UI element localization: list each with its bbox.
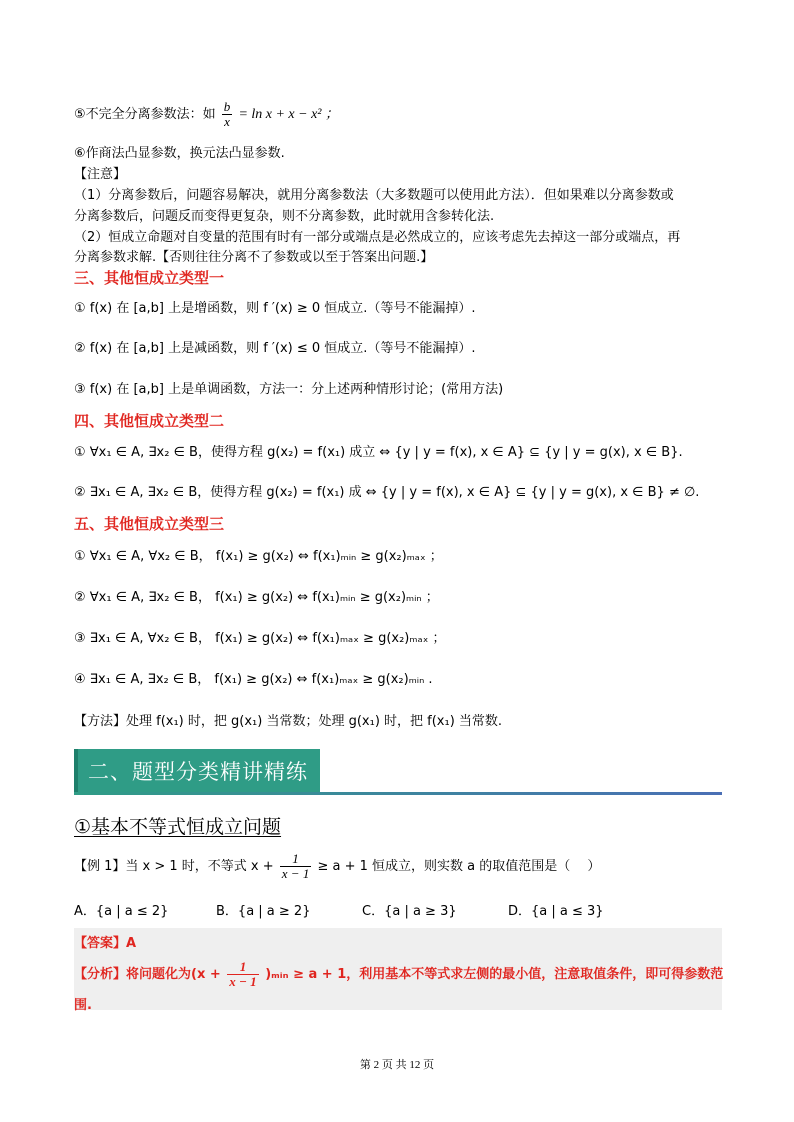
analysis-line-1 (74, 960, 723, 989)
option-c: C．{a | a ≥ 3} (362, 904, 457, 919)
note-1b: 分离参数后，问题反而变得更复杂，则不分离参数，此时就用含参转化法. (74, 209, 495, 224)
section-3-item-1: ① f(x) 在 [a,b] 上是增函数，则 f ′(x) ≥ 0 恒成立.（等号不能漏掉）. (74, 301, 476, 316)
option-d: D．{a | a ≤ 3} (508, 904, 604, 919)
example-question-part-b: ≥ a + 1 恒成立，则实数 a 的取值范围是（ ） (317, 859, 601, 874)
section-5-item-2: ② ∀x₁ ∈ A, ∃x₂ ∈ B， f(x₁) ≥ g(x₂) ⇔ f(x₁)ₘᵢₙ ≥ g(x₂)ₘᵢₙ ； (74, 590, 439, 605)
item-5-text: ⑤不完全分离参数法：如 (74, 107, 216, 122)
section-5-item-4: ④ ∃x₁ ∈ A, ∃x₂ ∈ B， f(x₁) ≥ g(x₂) ⇔ f(x₁)ₘₐₓ ≥ g(x₂)ₘᵢₙ . (74, 672, 433, 687)
section-3-item-2: ② f(x) 在 [a,b] 上是减函数，则 f ′(x) ≤ 0 恒成立.（等号不能漏掉）. (74, 341, 476, 356)
option-a: A．{a | a ≤ 2} (74, 904, 169, 919)
page-footer: 第 2 页 共 12 页 (359, 1059, 435, 1071)
section-4-item-2: ② ∃x₁ ∈ A, ∃x₂ ∈ B，使得方程 g(x₂) = f(x₁) 成 ⇔ {y | y = f(x), x ∈ A} ⊆ {y | y = g(x), x ∈ B} ≠ ∅. (74, 485, 700, 500)
analysis-part-b: )ₘᵢₙ ≥ a + 1，利用基本不等式求左侧的最小值，注意取值条件，即可得参数范 (265, 967, 724, 982)
analysis-fraction: $\frac{1}{x - 1}$ (229, 959, 257, 989)
fraction-1-over-x-minus-1: $\frac{1}{x - 1}$ (281, 851, 310, 881)
note-2a: （2）恒成立命题对自变量的范围有时有一部分或端点是必然成立的，应该考虑先去掉这一部分或端点，再 (74, 230, 681, 245)
section-banner-title: 二、题型分类精讲精练 (88, 760, 308, 784)
analysis-line-2: 围. (74, 998, 92, 1013)
example-question-part-a: 【例 1】当 x > 1 时，不等式 x + (74, 859, 274, 874)
section-3-title: 三、其他恒成立类型一 (74, 269, 225, 287)
section-4-item-1: ① ∀x₁ ∈ A, ∃x₂ ∈ B，使得方程 g(x₂) = f(x₁) 成立 ⇔ {y | y = f(x), x ∈ A} ⊆ {y | y = g(x), x ∈ B}. (74, 445, 683, 460)
section-3-item-3: ③ f(x) 在 [a,b] 上是单调函数，方法一：分上述两种情形讨论；(常用方法) (74, 382, 504, 397)
section-banner (74, 749, 320, 793)
topic-subtitle: ①基本不等式恒成立问题 (74, 816, 282, 838)
item-5-formula: = ln x + x − x² ； (238, 107, 340, 122)
method-note: 【方法】处理 f(x₁) 时，把 g(x₁) 当常数；处理 g(x₁) 时，把 f(x₁) 当常数. (74, 714, 503, 729)
note-title: 【注意】 (74, 167, 127, 182)
note-2b: 分离参数求解.【否则往往分离不了参数或以至于答案出问题.】 (74, 250, 434, 265)
section-4-title: 四、其他恒成立类型二 (74, 412, 225, 430)
banner-underline (74, 792, 722, 795)
section-5-item-1: ① ∀x₁ ∈ A, ∀x₂ ∈ B， f(x₁) ≥ g(x₂) ⇔ f(x₁)ₘᵢₙ ≥ g(x₂)ₘₐₓ ； (74, 549, 443, 564)
item-5 (74, 100, 339, 129)
answer-label: 【答案】A (74, 936, 137, 951)
item-6: ⑥作商法凸显参数，换元法凸显参数. (74, 146, 285, 161)
fraction-b-over-x: $\frac{b}{x}$ (223, 99, 231, 129)
section-5-item-3: ③ ∃x₁ ∈ A, ∀x₂ ∈ B， f(x₁) ≥ g(x₂) ⇔ f(x₁)ₘₐₓ ≥ g(x₂)ₘₐₓ ； (74, 631, 446, 646)
analysis-part-a: 【分析】将问题化为(x + (74, 967, 221, 982)
note-1a: （1）分离参数后，问题容易解决，就用分离参数法（大多数题可以使用此方法）．但如果难以分离参数或 (74, 188, 674, 203)
option-b: B．{a | a ≥ 2} (216, 904, 311, 919)
section-5-title: 五、其他恒成立类型三 (74, 515, 225, 533)
example-1-question (74, 852, 600, 881)
